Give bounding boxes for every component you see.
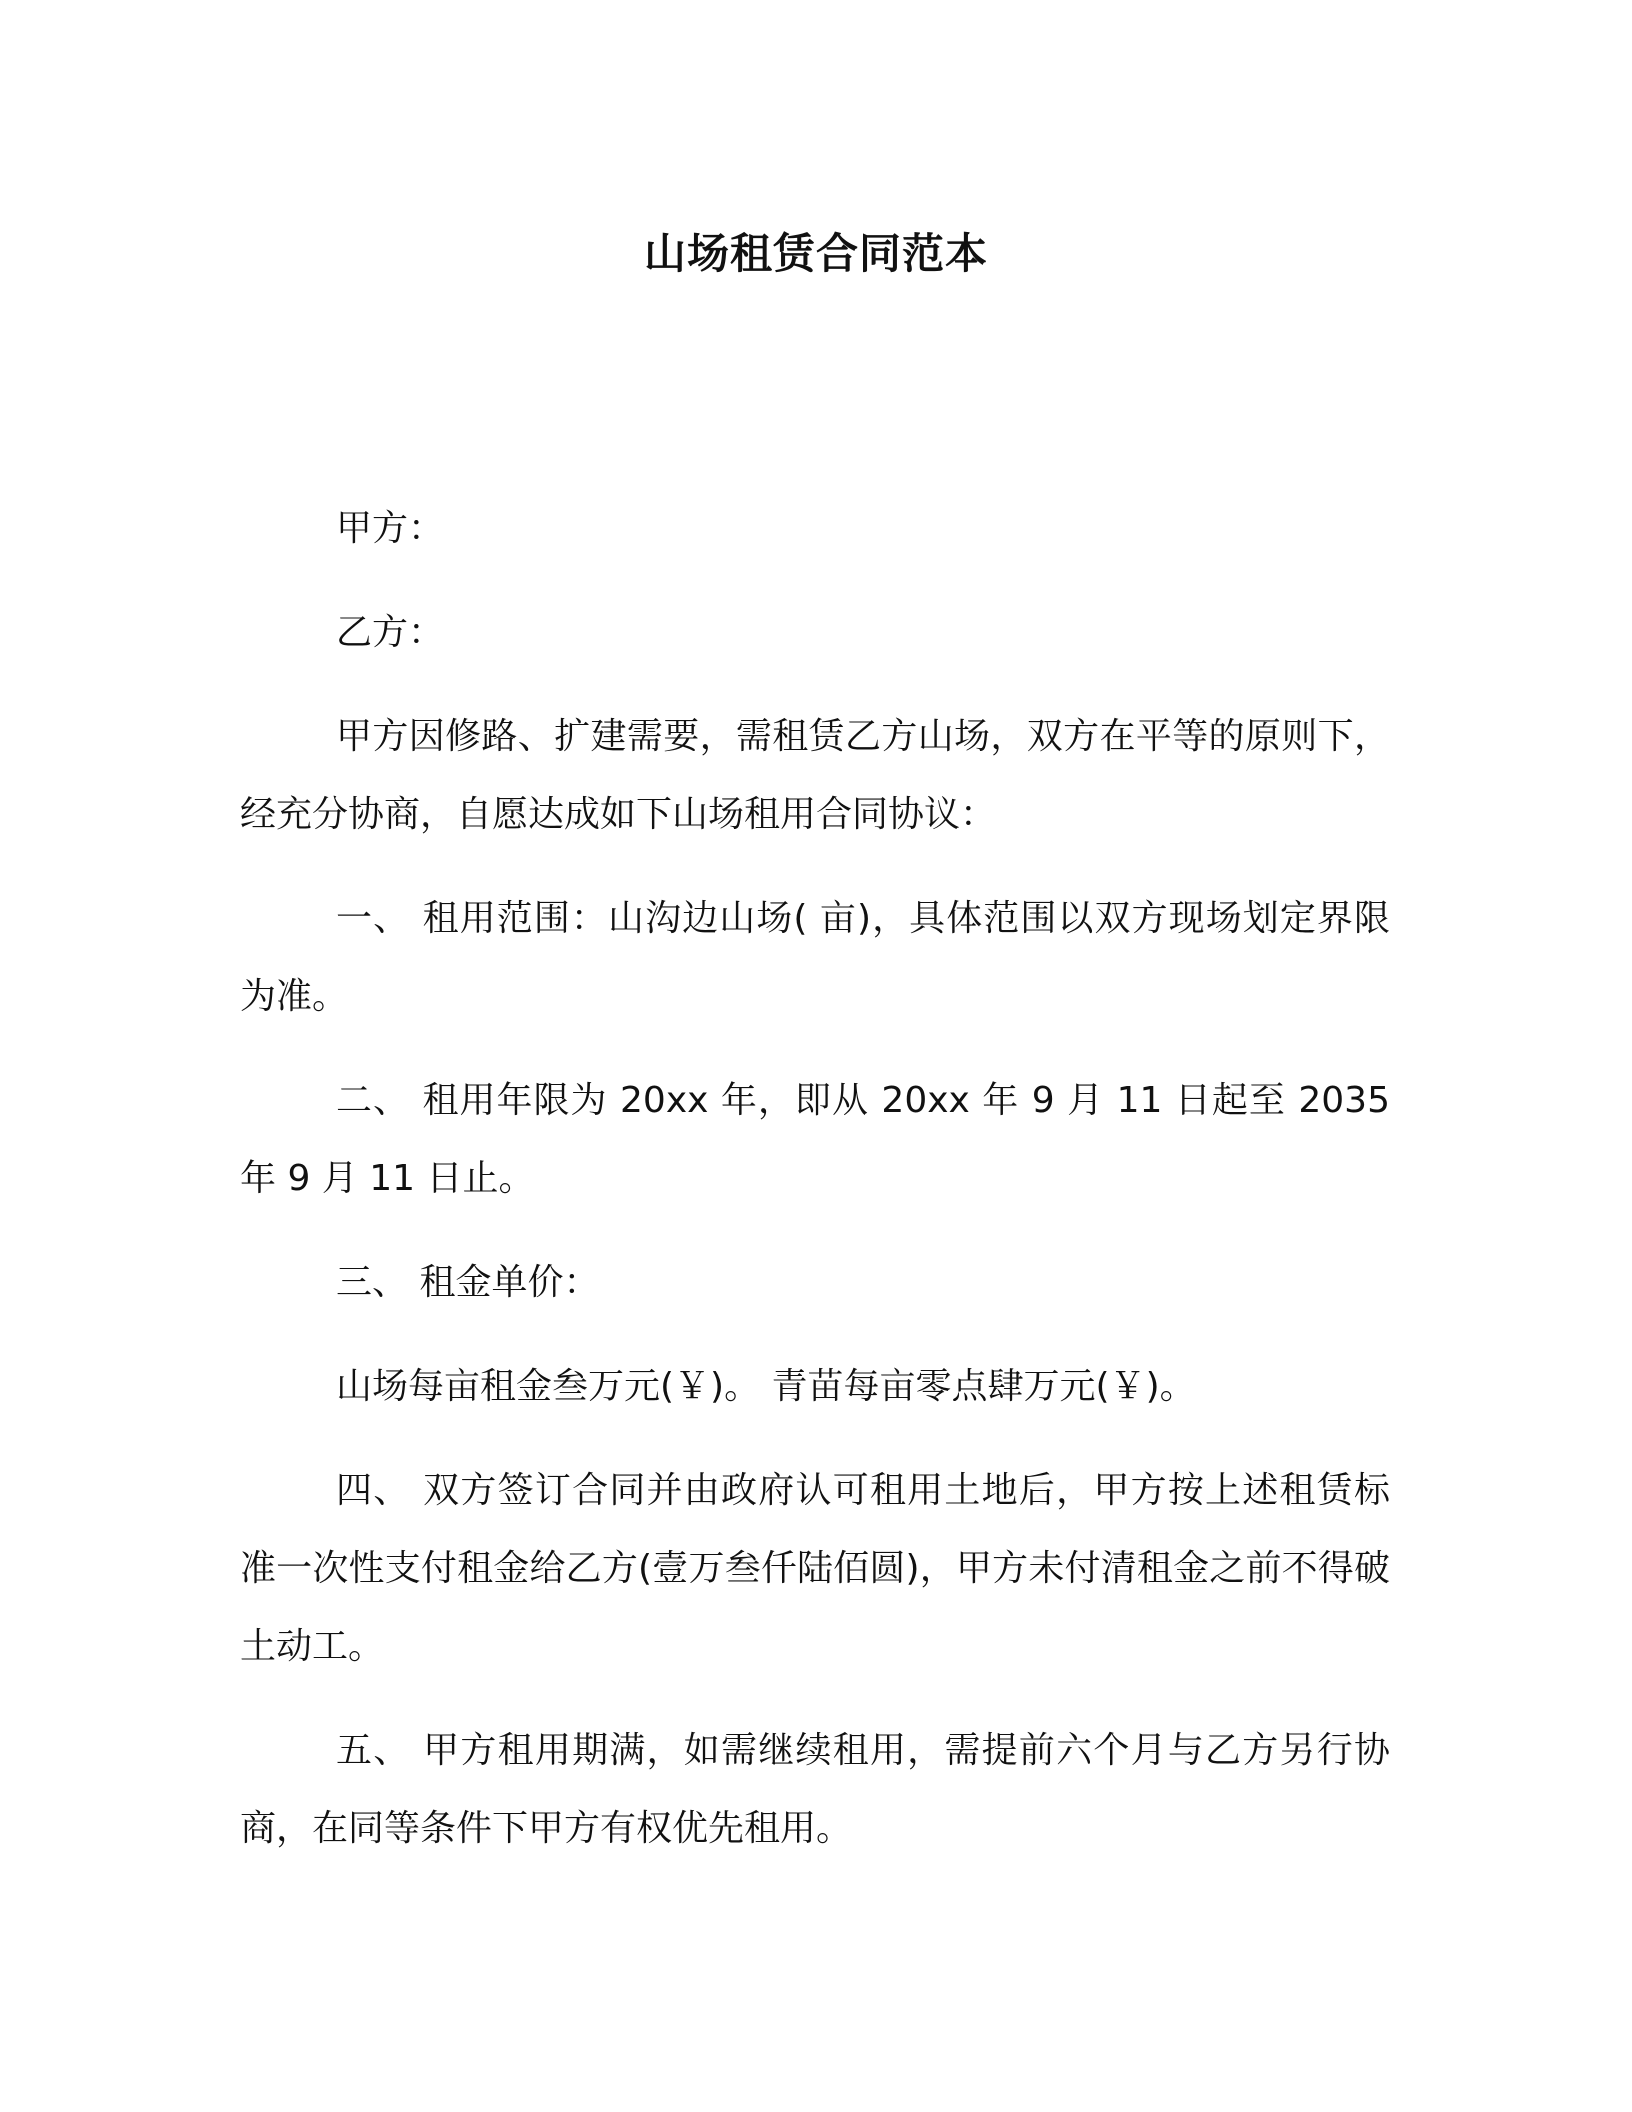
clause-2-term: 二、 租用年限为 20xx 年，即从 20xx 年 9 月 11 日起至 2035 年 9 月 11 日止。 [240, 1080, 1390, 1199]
clause-5-renewal: 五、 甲方租用期满，如需继续租用，需提前六个月与乙方另行协商，在同等条件下甲方有权优先租用。 [240, 1730, 1390, 1849]
document-title: 山场租赁合同范本 [643, 229, 988, 278]
preamble-paragraph: 甲方因修路、扩建需要，需租赁乙方山场，双方在平等的原则下，经充分协商，自愿达成如下山场租用合同协议： [240, 716, 1390, 835]
clause-4-payment: 四、 双方签订合同并由政府认可租用土地后，甲方按上述租赁标准一次性支付租金给乙方(壹万叁仟陆佰圆)，甲方未付清租金之前不得破土动工。 [240, 1470, 1390, 1667]
document-body [240, 490, 1390, 1894]
clause-1-scope: 一、 租用范围：山沟边山场( 亩)，具体范围以双方现场划定界限为准。 [240, 898, 1390, 1017]
party-a-line: 甲方： [336, 508, 445, 549]
clause-3-rent-detail: 山场每亩租金叁万元(￥)。 青苗每亩零点肆万元(￥)。 [336, 1366, 1196, 1407]
party-b-line: 乙方： [336, 612, 445, 653]
clause-3-rent-heading: 三、 租金单价： [336, 1262, 600, 1303]
